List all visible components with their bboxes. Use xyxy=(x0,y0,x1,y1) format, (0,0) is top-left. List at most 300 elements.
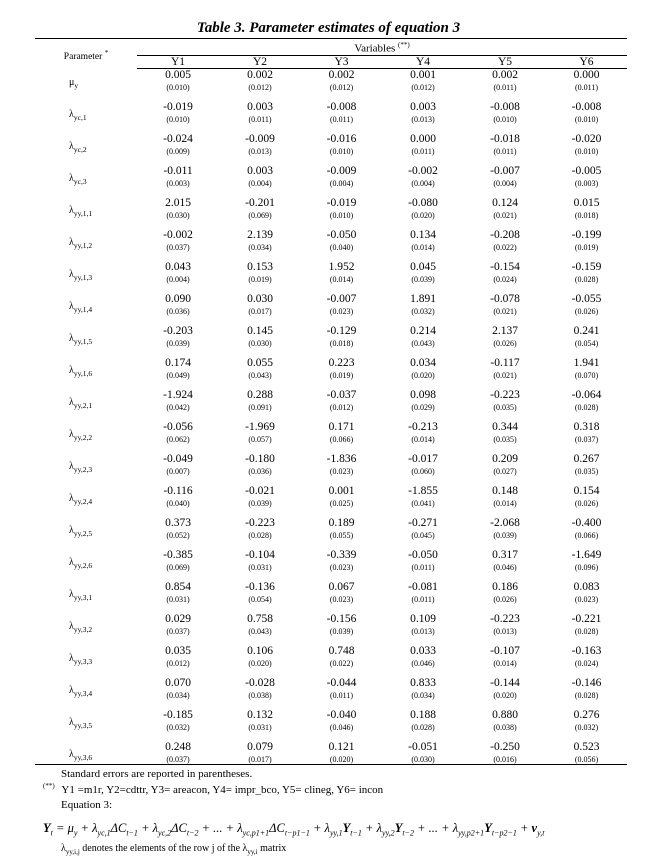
standard-error-cell: (0.013) xyxy=(411,626,435,636)
standard-error-cell: (0.003) xyxy=(574,178,599,188)
standard-error-cell: (0.031) xyxy=(248,562,272,572)
standard-error-cell: (0.021) xyxy=(493,306,517,316)
standard-error-cell: (0.039) xyxy=(166,338,190,348)
estimate-cell: -0.081 xyxy=(408,580,438,593)
estimate-cell: -0.011 xyxy=(163,164,193,177)
estimate-cell: 2.137 xyxy=(492,324,518,337)
estimate-cell: -0.016 xyxy=(326,132,357,145)
estimate-cell: 0.758 xyxy=(247,612,273,625)
column-header: Y6 xyxy=(546,55,627,68)
estimate-cell: -0.049 xyxy=(163,452,193,465)
matrix-note-end: matrix xyxy=(257,843,287,854)
parameter-subscript: yy,3,4 xyxy=(73,689,93,699)
standard-error-cell: (0.035) xyxy=(574,466,599,476)
standard-error-cell: (0.023) xyxy=(574,594,599,604)
estimate-cell: 0.317 xyxy=(492,548,518,561)
estimate-cell: -0.008 xyxy=(571,100,602,113)
estimate-cell: 0.223 xyxy=(328,356,355,369)
estimate-cell: 1.941 xyxy=(573,356,600,369)
parameter-symbol: λ xyxy=(69,461,74,473)
estimate-cell: -0.051 xyxy=(408,740,438,753)
standard-error-cell: (0.066) xyxy=(329,434,354,444)
standard-error-cell: (0.036) xyxy=(166,306,190,316)
standard-error-cell: (0.011) xyxy=(575,82,599,92)
column-header: Y3 xyxy=(301,55,382,68)
standard-error-cell: (0.039) xyxy=(329,626,354,636)
parameter-symbol: λ xyxy=(69,429,74,441)
estimate-cell: 0.171 xyxy=(328,420,355,433)
parameter-name xyxy=(35,677,137,709)
parameter-symbol: λ xyxy=(69,525,74,537)
standard-error-cell: (0.020) xyxy=(248,658,272,668)
estimate-cell: 0.132 xyxy=(247,708,273,721)
standard-error-cell: (0.010) xyxy=(166,114,190,124)
estimate-cell: -0.064 xyxy=(571,388,602,401)
standard-error-cell: (0.034) xyxy=(411,690,435,700)
estimate-cell: -0.154 xyxy=(490,260,520,273)
equation-label: Equation 3: xyxy=(61,799,113,811)
parameter-name xyxy=(35,517,137,549)
estimate-cell: 0.043 xyxy=(165,260,191,273)
variables-header xyxy=(137,39,627,56)
parameter-symbol: λ xyxy=(69,685,74,697)
table-row xyxy=(35,549,627,561)
estimate-cell: -0.129 xyxy=(326,324,357,337)
estimate-cell: 0.070 xyxy=(165,676,191,689)
estimate-cell: -0.009 xyxy=(245,132,275,145)
standard-error-cell: (0.004) xyxy=(411,178,435,188)
estimate-cell: -0.037 xyxy=(326,388,357,401)
standard-error-cell: (0.010) xyxy=(574,114,599,124)
standard-error-cell: (0.011) xyxy=(411,146,435,156)
standard-error-cell: (0.037) xyxy=(574,434,599,444)
standard-error-cell: (0.018) xyxy=(329,338,354,348)
parameter-subscript: yy,1,6 xyxy=(73,369,93,379)
standard-error-cell: (0.035) xyxy=(493,434,517,444)
standard-error-cell: (0.010) xyxy=(329,146,354,156)
standard-error-cell: (0.043) xyxy=(411,338,435,348)
parameter-symbol: λ xyxy=(69,333,74,345)
table-row xyxy=(35,68,627,81)
estimate-cell: -0.201 xyxy=(245,196,275,209)
standard-error-cell: (0.011) xyxy=(248,114,272,124)
standard-error-cell: (0.023) xyxy=(329,594,354,604)
standard-error-cell: (0.020) xyxy=(411,370,435,380)
note-standard-errors-text: Standard errors are reported in parentheses. xyxy=(61,768,253,780)
estimate-cell: 0.001 xyxy=(410,68,436,81)
standard-error-cell: (0.060) xyxy=(411,466,435,476)
estimate-cell: 0.276 xyxy=(573,708,600,721)
parameter-subscript: yc,2 xyxy=(73,145,87,155)
estimate-cell: -0.271 xyxy=(408,516,438,529)
table-row xyxy=(35,101,627,113)
estimate-cell: 2.139 xyxy=(247,228,273,241)
estimate-cell: -0.146 xyxy=(571,676,602,689)
matrix-note xyxy=(61,843,286,856)
estimate-cell: -0.019 xyxy=(326,196,357,209)
estimate-cell: -0.020 xyxy=(571,132,602,145)
parameter-subscript: yy,1,1 xyxy=(73,209,93,219)
standard-error-cell: (0.026) xyxy=(574,498,599,508)
standard-error-cell: (0.023) xyxy=(329,562,354,572)
estimate-cell: -0.385 xyxy=(163,548,193,561)
estimate-cell: -0.339 xyxy=(326,548,357,561)
standard-error-cell: (0.030) xyxy=(411,754,435,764)
parameter-subscript: yy,3,6 xyxy=(73,753,93,763)
standard-error-cell: (0.027) xyxy=(493,466,517,476)
estimate-cell: 0.880 xyxy=(492,708,518,721)
parameter-subscript: yy,3,1 xyxy=(73,593,93,603)
standard-error-cell: (0.020) xyxy=(411,210,435,220)
estimate-cell: -0.028 xyxy=(245,676,275,689)
table-row xyxy=(35,485,627,497)
estimate-cell: 0.029 xyxy=(165,612,191,625)
estimate-cell: -0.159 xyxy=(571,260,602,273)
estimate-cell: -0.017 xyxy=(408,452,438,465)
matrix-note-symbol: λ xyxy=(61,843,66,854)
estimate-cell: -0.180 xyxy=(245,452,275,465)
standard-error-cell: (0.011) xyxy=(411,594,435,604)
estimate-cell: 0.000 xyxy=(573,68,600,81)
standard-error-cell: (0.004) xyxy=(493,178,517,188)
estimate-cell: -0.185 xyxy=(163,708,193,721)
standard-error-cell: (0.022) xyxy=(329,658,354,668)
standard-error-cell: (0.013) xyxy=(411,114,435,124)
estimate-cell: -1.836 xyxy=(326,452,357,465)
estimate-cell: 0.209 xyxy=(492,452,518,465)
parameter-subscript: y xyxy=(74,80,79,90)
standard-error-cell: (0.009) xyxy=(166,146,190,156)
estimate-cell: -0.199 xyxy=(571,228,602,241)
standard-error-cell: (0.070) xyxy=(574,370,599,380)
standard-error-cell: (0.036) xyxy=(248,466,272,476)
column-header: Y2 xyxy=(219,55,301,68)
parameter-name xyxy=(35,389,137,421)
standard-error-cell: (0.010) xyxy=(329,210,354,220)
standard-error-cell: (0.046) xyxy=(329,722,354,732)
estimate-cell: 0.109 xyxy=(410,612,436,625)
note-variable-definitions-text: Y1 =m1r, Y2=cdttr, Y3= areacon, Y4= impr_bco, Y5= clineg, Y6= incon xyxy=(61,783,384,796)
estimate-cell: -1.855 xyxy=(408,484,438,497)
estimate-cell: 0.154 xyxy=(573,484,600,497)
standard-error-cell: (0.091) xyxy=(248,402,272,412)
estimate-cell: -0.005 xyxy=(571,164,602,177)
standard-error-cell: (0.014) xyxy=(411,242,435,252)
parameter-name xyxy=(35,325,137,357)
estimate-cell: 0.033 xyxy=(410,644,436,657)
parameter-symbol: λ xyxy=(69,397,74,409)
standard-error-cell: (0.030) xyxy=(248,338,272,348)
standard-error-cell: (0.034) xyxy=(248,242,272,252)
parameter-name xyxy=(35,453,137,485)
estimate-cell: -0.007 xyxy=(326,292,357,305)
estimate-cell: -0.050 xyxy=(326,228,357,241)
estimate-cell: 0.748 xyxy=(328,644,355,657)
parameter-name xyxy=(35,229,137,261)
estimate-cell: -0.223 xyxy=(490,612,520,625)
standard-error-cell: (0.037) xyxy=(166,242,190,252)
standard-error-cell: (0.018) xyxy=(574,210,599,220)
standard-error-cell: (0.046) xyxy=(411,658,435,668)
estimate-cell: 0.079 xyxy=(247,740,273,753)
estimate-cell: 0.002 xyxy=(247,68,273,81)
table-row xyxy=(35,261,627,273)
estimate-cell: -0.116 xyxy=(163,484,193,497)
parameter-symbol: λ xyxy=(69,109,74,121)
table-row xyxy=(35,645,627,657)
standard-error-cell: (0.014) xyxy=(329,274,354,284)
standard-error-cell: (0.028) xyxy=(574,690,599,700)
standard-error-cell: (0.019) xyxy=(329,370,354,380)
standard-error-cell: (0.019) xyxy=(574,242,599,252)
estimate-cell: 2.015 xyxy=(165,196,191,209)
estimate-cell: 0.214 xyxy=(410,324,436,337)
table-row xyxy=(35,197,627,209)
estimate-cell: -0.156 xyxy=(326,612,357,625)
standard-error-cell: (0.023) xyxy=(329,306,354,316)
standard-error-cell: (0.066) xyxy=(574,530,599,540)
parameter-symbol: λ xyxy=(69,269,74,281)
standard-error-cell: (0.014) xyxy=(493,498,517,508)
estimate-cell: 0.001 xyxy=(328,484,355,497)
standard-error-cell: (0.041) xyxy=(411,498,435,508)
parameter-name xyxy=(35,645,137,677)
table-row xyxy=(35,229,627,241)
estimate-cell: -0.400 xyxy=(571,516,602,529)
standard-error-cell: (0.032) xyxy=(574,722,599,732)
parameter-name xyxy=(35,613,137,645)
table-body xyxy=(35,68,627,773)
standard-error-cell: (0.039) xyxy=(493,530,517,540)
estimate-cell: -0.055 xyxy=(571,292,602,305)
parameter-subscript: yy,3,3 xyxy=(73,657,93,667)
parameter-subscript: yc,3 xyxy=(73,177,87,187)
standard-error-cell: (0.055) xyxy=(329,530,354,540)
parameter-name xyxy=(35,421,137,453)
standard-error-cell: (0.043) xyxy=(248,626,272,636)
estimate-cell: -0.002 xyxy=(163,228,193,241)
parameter-symbol: λ xyxy=(69,589,74,601)
estimate-cell: -0.007 xyxy=(490,164,520,177)
standard-error-cell: (0.011) xyxy=(493,82,517,92)
standard-error-cell: (0.052) xyxy=(166,530,190,540)
standard-error-cell: (0.003) xyxy=(166,178,190,188)
standard-error-cell: (0.022) xyxy=(493,242,517,252)
parameter-header-mark: * xyxy=(104,49,109,57)
standard-error-cell: (0.028) xyxy=(411,722,435,732)
estimate-cell: 0.034 xyxy=(410,356,436,369)
estimate-cell: 0.083 xyxy=(573,580,600,593)
column-header: Y1 xyxy=(137,55,219,68)
parameter-name xyxy=(35,293,137,325)
standard-error-cell: (0.034) xyxy=(166,690,190,700)
estimate-cell: -0.144 xyxy=(490,676,520,689)
estimate-cell: 0.288 xyxy=(247,388,273,401)
parameter-subscript: yy,2,6 xyxy=(73,561,93,571)
parameter-symbol: λ xyxy=(69,365,74,377)
standard-error-cell: (0.031) xyxy=(248,722,272,732)
table-title: Table 3. Parameter estimates of equation 3 xyxy=(196,20,461,36)
standard-error-cell: (0.010) xyxy=(166,82,190,92)
estimate-cell: 0.002 xyxy=(492,68,518,81)
standard-error-cell: (0.004) xyxy=(329,178,354,188)
parameter-symbol: λ xyxy=(69,493,74,505)
standard-error-cell: (0.013) xyxy=(493,626,517,636)
estimate-cell: 0.267 xyxy=(573,452,600,465)
estimate-cell: 0.148 xyxy=(492,484,518,497)
standard-error-cell: (0.012) xyxy=(411,82,435,92)
standard-error-cell: (0.011) xyxy=(329,690,354,700)
estimate-cell: 0.003 xyxy=(410,100,436,113)
estimate-cell: 0.189 xyxy=(328,516,355,529)
standard-error-cell: (0.016) xyxy=(493,754,517,764)
estimate-cell: 0.090 xyxy=(165,292,191,305)
estimate-cell: 0.134 xyxy=(410,228,436,241)
estimate-cell: 0.124 xyxy=(492,196,518,209)
standard-error-cell: (0.026) xyxy=(493,594,517,604)
estimate-cell: -0.223 xyxy=(245,516,275,529)
standard-error-cell: (0.020) xyxy=(493,690,517,700)
standard-error-cell: (0.026) xyxy=(493,338,517,348)
table-row xyxy=(35,325,627,337)
table-row xyxy=(35,421,627,433)
matrix-note-sub2: yy,i xyxy=(247,848,258,856)
standard-error-cell: (0.017) xyxy=(248,306,272,316)
parameter-symbol: λ xyxy=(69,653,74,665)
estimate-cell: -0.021 xyxy=(245,484,275,497)
table-row xyxy=(35,357,627,369)
estimate-cell: -0.018 xyxy=(490,132,520,145)
table-row xyxy=(35,709,627,721)
parameter-subscript: yy,2,4 xyxy=(73,497,93,507)
parameter-symbol: λ xyxy=(69,173,74,185)
standard-error-cell: (0.096) xyxy=(574,562,599,572)
table-notes xyxy=(35,764,627,863)
standard-error-cell: (0.028) xyxy=(574,626,599,636)
table-row xyxy=(35,581,627,593)
estimate-cell: 0.106 xyxy=(247,644,273,657)
table-row xyxy=(35,133,627,145)
table-row xyxy=(35,741,627,753)
estimate-cell: -0.044 xyxy=(326,676,357,689)
table-row xyxy=(35,677,627,689)
note-variable-definitions xyxy=(43,782,383,796)
standard-error-cell: (0.037) xyxy=(166,754,190,764)
standard-error-cell: (0.007) xyxy=(166,466,190,476)
parameter-subscript: yy,2,1 xyxy=(73,401,93,411)
estimate-cell: -0.107 xyxy=(490,644,520,657)
matrix-note-text: denotes the elements of the row j of the λ xyxy=(79,843,248,854)
table-row xyxy=(35,389,627,401)
estimate-cell: -0.221 xyxy=(571,612,602,625)
standard-error-cell: (0.028) xyxy=(574,402,599,412)
standard-error-cell: (0.011) xyxy=(411,562,435,572)
estimate-cell: -0.203 xyxy=(163,324,193,337)
estimate-cell: 0.055 xyxy=(247,356,273,369)
estimate-cell: -1.969 xyxy=(245,420,275,433)
parameter-subscript: yy,1,4 xyxy=(73,305,93,315)
estimate-cell: -0.008 xyxy=(490,100,520,113)
standard-error-cell: (0.017) xyxy=(248,754,272,764)
standard-error-cell: (0.010) xyxy=(574,146,599,156)
standard-error-cell: (0.010) xyxy=(493,114,517,124)
parameter-header-label: Parameter xyxy=(63,52,103,63)
estimate-cell: -0.104 xyxy=(245,548,275,561)
standard-error-cell: (0.013) xyxy=(248,146,272,156)
standard-error-cell: (0.035) xyxy=(493,402,517,412)
parameter-subscript: yy,1,2 xyxy=(73,241,93,251)
table-row xyxy=(35,453,627,465)
parameter-subscript: yy,1,3 xyxy=(73,273,93,283)
standard-error-cell: (0.029) xyxy=(411,402,435,412)
standard-error-cell: (0.025) xyxy=(329,498,354,508)
estimate-cell: 0.005 xyxy=(165,68,191,81)
estimate-cell: 0.188 xyxy=(410,708,436,721)
estimate-cell: 0.186 xyxy=(492,580,518,593)
standard-error-cell: (0.004) xyxy=(248,178,272,188)
standard-error-cell: (0.012) xyxy=(166,658,190,668)
estimate-cell: 0.523 xyxy=(573,740,600,753)
parameter-name xyxy=(35,261,137,293)
column-header: Y4 xyxy=(382,55,464,68)
estimate-cell: -0.117 xyxy=(490,356,520,369)
parameter-symbol: λ xyxy=(69,749,74,761)
variables-header-mark: (**) xyxy=(398,41,410,49)
parameter-symbol: λ xyxy=(69,621,74,633)
parameter-subscript: yy,1,5 xyxy=(73,337,93,347)
estimate-cell: -0.008 xyxy=(326,100,357,113)
estimate-cell: 1.952 xyxy=(328,260,355,273)
estimate-cell: 0.067 xyxy=(328,580,355,593)
standard-error-cell: (0.039) xyxy=(411,274,435,284)
standard-error-cell: (0.011) xyxy=(493,146,517,156)
estimate-cell: -0.136 xyxy=(245,580,275,593)
parameter-subscript: yy,2,2 xyxy=(73,433,93,443)
standard-error-cell: (0.023) xyxy=(329,466,354,476)
estimate-cell: 0.121 xyxy=(328,740,355,753)
standard-error-cell: (0.014) xyxy=(411,434,435,444)
parameter-subscript: yy,3,2 xyxy=(73,625,93,635)
parameter-name xyxy=(35,133,137,165)
parameter-name xyxy=(35,549,137,581)
estimate-cell: 1.891 xyxy=(410,292,436,305)
standard-error-cell: (0.030) xyxy=(166,210,190,220)
standard-error-cell: (0.037) xyxy=(166,626,190,636)
standard-error-cell: (0.021) xyxy=(493,370,517,380)
equation-3: $Y_t = \mu_y + \lambda_{yc,1}\Delta C_{t-1} + \lambda_{yc,2}\Delta C_{t-2}$ + ... + $\lambda_{yc,p1+1}\Delta C_{t-p1-1} + \lambda_{yy,1}Y_{t-1} + \lambda_{yy,2}Y_{t-2}$ + ... + $\lambda_{yy,p2+1}Y_{t-p2-1} + v_{y,t}$ xyxy=(43,821,545,838)
table-row xyxy=(35,517,627,529)
parameter-name xyxy=(35,357,137,389)
estimate-cell: -0.078 xyxy=(490,292,520,305)
note-standard-errors xyxy=(61,768,252,780)
parameter-name xyxy=(35,165,137,197)
standard-error-cell: (0.038) xyxy=(493,722,517,732)
estimate-cell: -0.250 xyxy=(490,740,520,753)
standard-error-cell: (0.054) xyxy=(574,338,599,348)
parameter-symbol: λ xyxy=(69,557,74,569)
standard-error-cell: (0.024) xyxy=(574,658,599,668)
standard-error-cell: (0.028) xyxy=(574,274,599,284)
standard-error-cell: (0.012) xyxy=(248,82,272,92)
variables-header-label: Variables xyxy=(354,42,396,55)
standard-error-cell: (0.054) xyxy=(248,594,272,604)
standard-error-cell: (0.012) xyxy=(329,82,354,92)
estimate-cell: -0.056 xyxy=(163,420,193,433)
standard-error-cell: (0.031) xyxy=(166,594,190,604)
estimate-cell: -0.163 xyxy=(571,644,602,657)
parameter-name xyxy=(35,581,137,613)
standard-error-cell: (0.038) xyxy=(248,690,272,700)
